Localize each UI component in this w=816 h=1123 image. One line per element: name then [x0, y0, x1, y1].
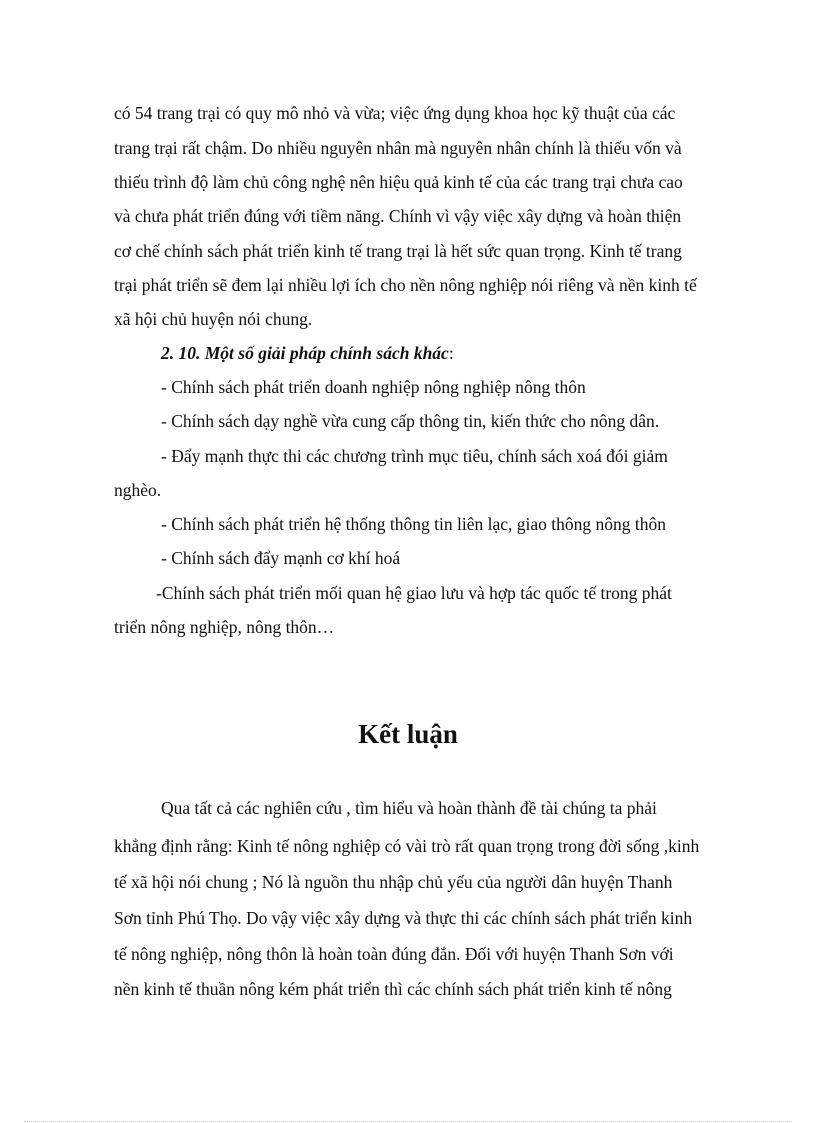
list-item: - Đẩy mạnh thực thi các chương trình mục tiêu, chính sách xoá đói giảm	[161, 446, 668, 466]
paragraph-line: tế xã hội nói chung ; Nó là nguồn thu nhập chủ yếu của người dân huyện Thanh	[114, 872, 673, 892]
list-item: - Chính sách dạy nghề vừa cung cấp thông tin, kiến thức cho nông dân.	[161, 411, 660, 431]
paragraph-line: trại phát triển sẽ đem lại nhiều lợi ích cho nền nông nghiệp nói riêng và nền kinh tế	[114, 275, 697, 295]
paragraph-line: tế nông nghiệp, nông thôn là hoàn toàn đúng đắn. Đối với huyện Thanh Sơn với	[114, 944, 674, 964]
paragraph-line: Sơn tỉnh Phú Thọ. Do vậy việc xây dựng và thực thi các chính sách phát triển kinh	[114, 908, 693, 928]
list-item: - Chính sách phát triển doanh nghiệp nông nghiệp nông thôn	[161, 377, 586, 397]
page-bottom-divider	[24, 1121, 792, 1122]
paragraph-line: nền kinh tế thuần nông kém phát triển thì các chính sách phát triển kinh tế nông	[114, 979, 672, 999]
section-heading-text: 2. 10. Một số giải pháp chính sách khác	[161, 343, 449, 363]
list-item: -Chính sách phát triển mối quan hệ giao lưu và hợp tác quốc tế trong phát	[156, 583, 672, 603]
section-heading	[161, 342, 454, 364]
conclusion-title: Kết luận	[358, 719, 458, 749]
paragraph-line: và chưa phát triển đúng với tiềm năng. Chính vì vậy việc xây dựng và hoàn thiện	[114, 206, 682, 226]
list-item: - Chính sách phát triển hệ thống thông tin liên lạc, giao thông nông thôn	[161, 514, 666, 534]
list-item-continuation: nghèo.	[114, 480, 162, 500]
paragraph-line: Qua tất cả các nghiên cứu , tìm hiểu và hoàn thành đề tài chúng ta phải	[161, 798, 657, 818]
paragraph-line: trang trại rất chậm. Do nhiều nguyên nhân mà nguyên nhân chính là thiếu vốn và	[114, 138, 682, 158]
paragraph-line: xã hội chủ huyện nói chung.	[114, 309, 313, 329]
paragraph-line: khẳng định rằng: Kinh tế nông nghiệp có vài trò rất quan trọng trong đời sống ,kinh	[114, 836, 700, 856]
paragraph-line: cơ chế chính sách phát triển kinh tế trang trại là hết sức quan trọng. Kinh tế trang	[114, 241, 682, 261]
paragraph-line: thiếu trình độ làm chủ công nghệ nên hiệu quả kinh tế của các trang trại chưa cao	[114, 172, 683, 192]
list-item-continuation: triển nông nghiệp, nông thôn…	[114, 617, 335, 637]
list-item: - Chính sách đẩy mạnh cơ khí hoá	[161, 548, 401, 568]
section-heading-colon: :	[448, 343, 454, 363]
paragraph-line: có 54 trang trại có quy mô nhỏ và vừa; việc ứng dụng khoa học kỹ thuật của các	[114, 103, 676, 123]
